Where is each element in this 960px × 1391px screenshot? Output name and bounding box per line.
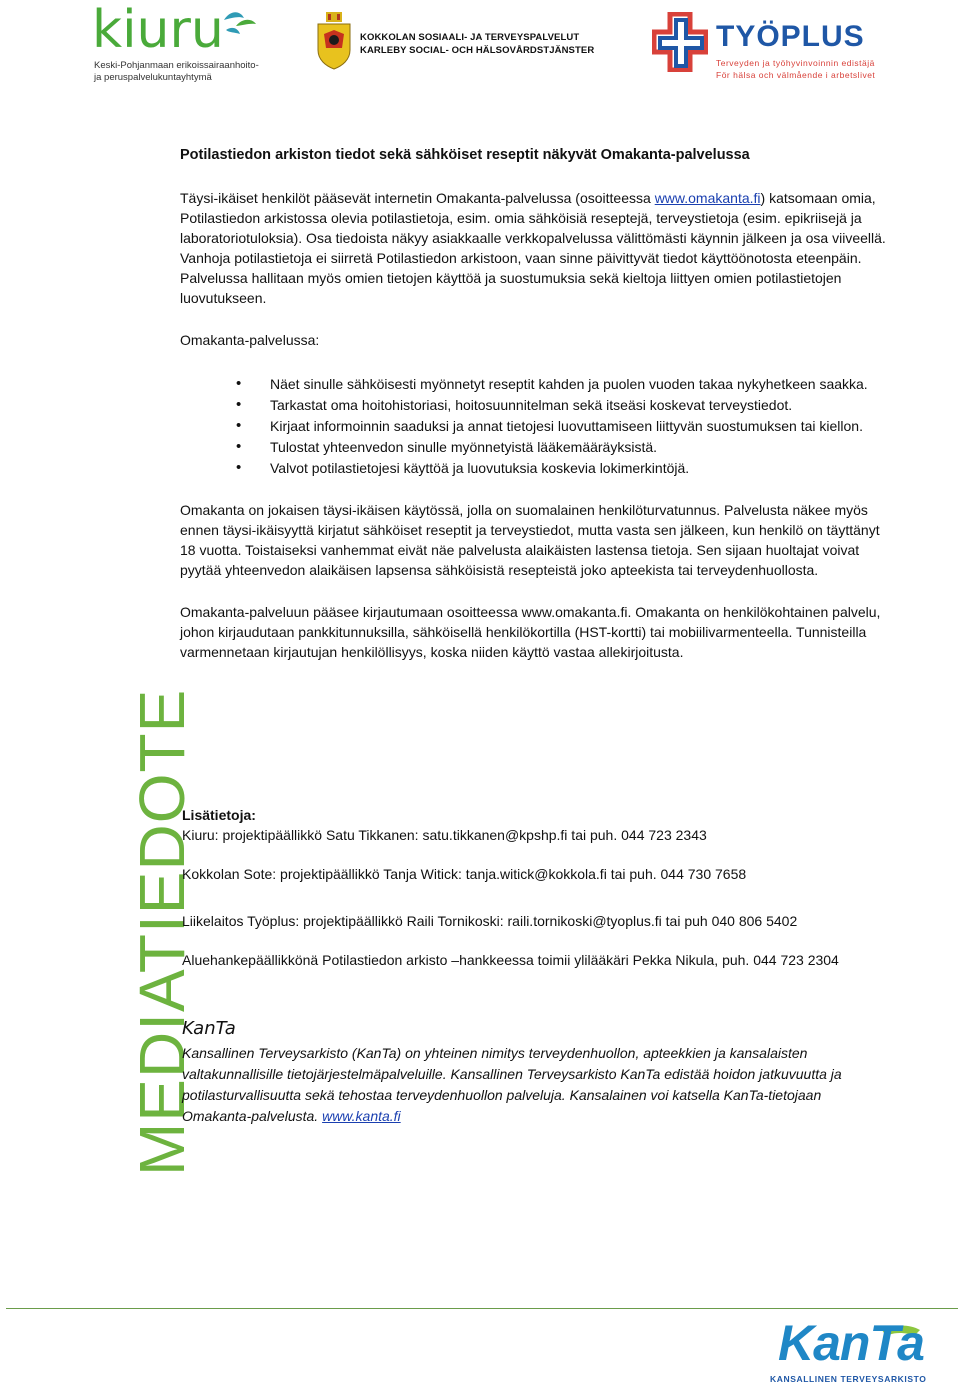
kanta-logo-subtitle: KANSALLINEN TERVEYSARKISTO bbox=[770, 1374, 927, 1384]
kiuru-logo bbox=[92, 0, 292, 88]
login-paragraph: Omakanta-palveluun pääsee kirjautumaan osoitteessa www.omakanta.fi. Omakanta on henkilökohtainen palvelu, johon kirjaudutaan pankkitunnuksilla, sähköisellä henkilökortilla (HST-kortti) tai mobiilivarmenteella. Tunnisteilla varmennetaan kirjautujan henkilöllisyys, koska niiden käyttö vastaa allekirjoitusta. bbox=[180, 604, 881, 660]
tyoplus-tagline-fi: Terveyden ja työhyvinvoinnin edistäjä bbox=[716, 58, 875, 68]
plus-cross-icon bbox=[652, 12, 708, 72]
bird-icon bbox=[218, 6, 258, 46]
contact-line-tyoplus: Liikelaitos Työplus: projektipäällikkö Raili Tornikoski: raili.tornikoski@tyoplus.fi tai puh 040 806 5402 bbox=[182, 913, 798, 929]
list-item: • Valvot potilastietojesi käyttöä ja luovutuksia koskevia lokimerkintöjä. bbox=[236, 458, 890, 478]
kanta-logo bbox=[766, 1315, 936, 1388]
tyoplus-logo bbox=[652, 10, 902, 80]
kanta-heading: KanTa bbox=[182, 1018, 236, 1039]
intro-text-after-link: ) katsomaan omia, Potilastiedon arkistossa olevia potilastietoja, esim. omia sähköisiä reseptejä, terveystietoja (esim. epikriisejä ja laboratoriotuloksia). Osa tiedoista näkyy asiakkaalle verkkopalvelussa välittömästi käynnin jälkeen ja osa viiveellä. Vanhoja potilastietoja ei siirretä Potilastiedon arkistoon, vaan sinne päivittyvät tiedot käyttöönotosta eteenpäin. Palvelussa hallitaan myös omien tietojen käyttöä ja suostumuksia sekä kieltoja liittyen omien potilastietojen luovutukseen. bbox=[180, 190, 886, 306]
intro-paragraph bbox=[180, 188, 890, 308]
eligibility-paragraph: Omakanta on jokaisen täysi-ikäisen käytössä, jolla on suomalainen henkilöturvatunnus. Palvelusta näkee myös ennen täysi-ikäisyyttä kirjatut sähköiset reseptit ja terveystiedot, mutta vasta sen jälkeen, kun henkilö on täyttänyt 18 vuotta. Toistaiseksi vanhemmat eivät näe palvelusta alaikäisten lastensa tietoja. Sen sijaan huoltajat voivat pyytää yhteenvedon alaikäisen lapsensa sähköisistä resepteistä joko apteekista tai terveydenhuollosta. bbox=[180, 502, 880, 578]
kanta-logo-word: KanTa bbox=[778, 1315, 924, 1371]
contact-line-kokkola: Kokkolan Sote: projektipäällikkö Tanja Witick: tanja.witick@kokkola.fi tai puh. 044 730 7658 bbox=[182, 866, 747, 882]
contact-info-title: Lisätietoja: bbox=[182, 807, 256, 823]
list-item: • Näet sinulle sähköisesti myönnetyt reseptit kahden ja puolen vuoden takaa nykyhetkeen saakka. bbox=[236, 374, 890, 394]
list-item: • Tarkastat oma hoitohistoriasi, hoitosuunnitelman sekä itseäsi koskevat terveystiedot. bbox=[236, 395, 890, 415]
kiuru-subtitle-line1: Keski-Pohjanmaan erikoissairaanhoito- bbox=[94, 60, 259, 71]
list-item: • Kirjaat informoinnin saaduksi ja annat tietojesi luovuttamiseen liittyvän suostumuksen tai kiellon. bbox=[236, 416, 890, 436]
mediatiedote-vertical-label: MEDIATIEDOTE bbox=[126, 688, 198, 1176]
kiuru-subtitle-line2: ja peruspalvelukuntayhtymä bbox=[94, 72, 212, 83]
kanta-description bbox=[182, 1018, 882, 1127]
contact-info bbox=[182, 805, 882, 970]
coat-of-arms-icon bbox=[316, 12, 352, 70]
list-item: • Tulostat yhteenvedon sinulle myönnetyistä lääkemääräyksistä. bbox=[236, 437, 890, 457]
kokkola-logo bbox=[316, 10, 606, 70]
kokkola-name-fi: KOKKOLAN SOSIAALI- JA TERVEYSPALVELUT bbox=[360, 32, 580, 43]
kokkola-name-sv: KARLEBY SOCIAL- OCH HÄLSOVÅRDSTJÄNSTER bbox=[360, 45, 595, 56]
document-title: Potilastiedon arkiston tiedot sekä sähköiset reseptit näkyvät Omakanta-palvelussa bbox=[180, 147, 750, 163]
kanta-text: Kansallinen Terveysarkisto (KanTa) on yhteinen nimitys terveydenhuollon, apteekkien ja kansalaisten valtakunnallisille tietojärjestelmäpalveluille. Kansallinen Terveysarkisto KanTa edistää hoidon jatkuvuutta ja potilasturvallisuutta sekä tehostaa terveydenhuollon palveluja. Kansalainen voi katsella KanTa-tietojaan Omakanta-palvelusta. bbox=[182, 1045, 842, 1124]
feature-list bbox=[236, 374, 890, 478]
kanta-link[interactable]: www.kanta.fi bbox=[322, 1108, 401, 1124]
kiuru-subtitle bbox=[94, 60, 259, 84]
omakanta-link[interactable]: www.omakanta.fi bbox=[654, 190, 761, 206]
intro-text-before-link: Täysi-ikäiset henkilöt pääsevät internetin Omakanta-palvelussa (osoitteessa bbox=[180, 190, 655, 206]
tyoplus-logo-word: TYÖPLUS bbox=[716, 20, 865, 53]
contact-line-kiuru: Kiuru: projektipäällikkö Satu Tikkanen: satu.tikkanen@kpshp.fi tai puh. 044 723 2343 bbox=[182, 827, 707, 843]
tyoplus-tagline-sv: För hälsa och välmående i arbetslivet bbox=[716, 70, 876, 80]
kanta-paragraph bbox=[182, 1043, 882, 1127]
footer-divider bbox=[6, 1308, 958, 1309]
main-content bbox=[180, 145, 890, 684]
section-label: Omakanta-palvelussa: bbox=[180, 332, 320, 348]
kiuru-logo-word: kiuru bbox=[92, 0, 224, 60]
contact-line-project-lead: Aluehankepäällikkönä Potilastiedon arkisto –hankkeessa toimii ylilääkäri Pekka Nikula, puh. 044 723 2304 bbox=[182, 952, 839, 968]
